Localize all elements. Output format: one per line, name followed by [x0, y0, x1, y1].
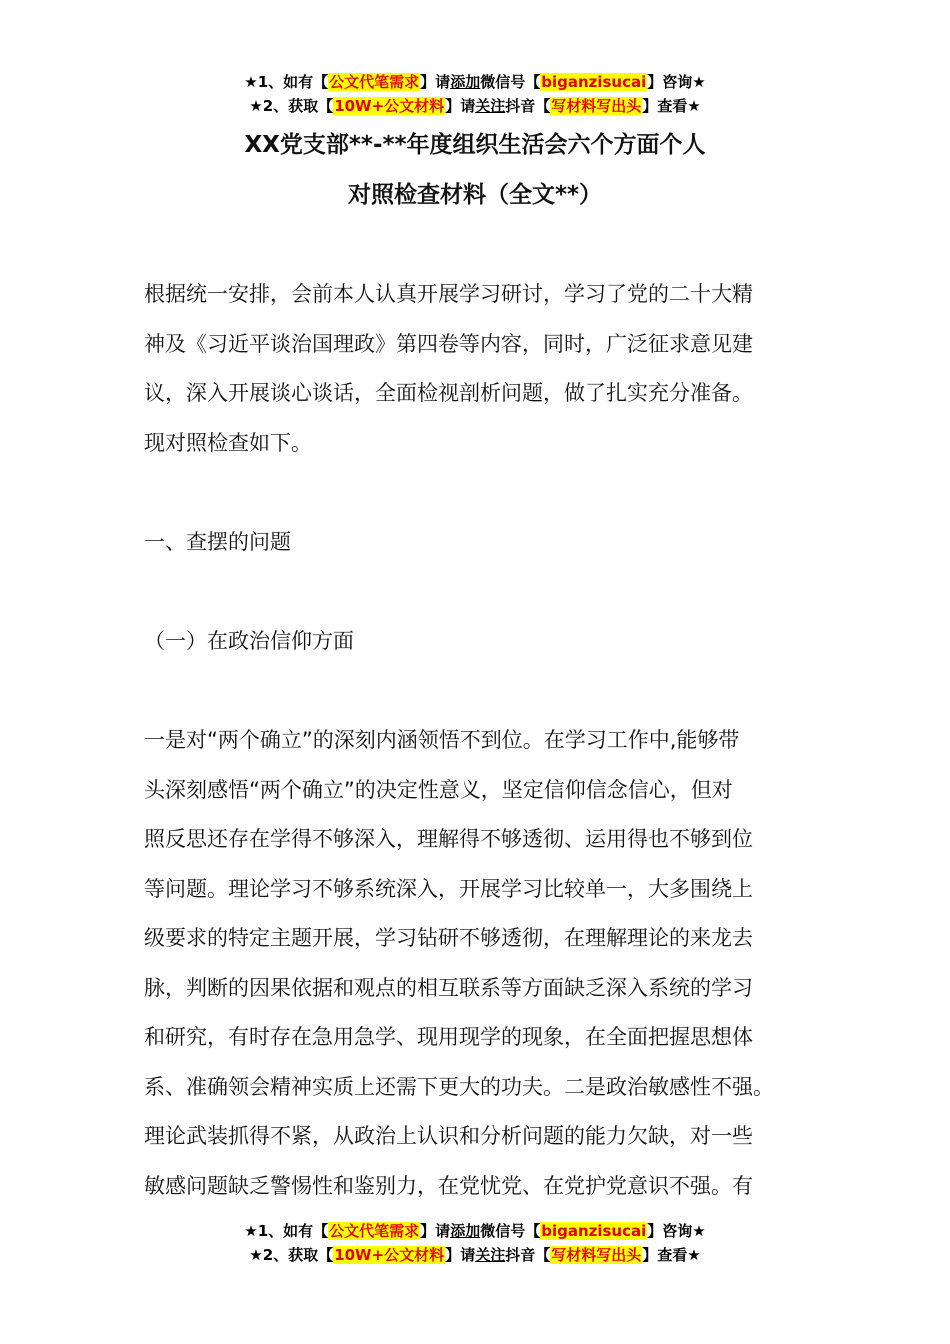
promo-text: ★2、获取【: [249, 1246, 334, 1264]
promo-underlined: 关注: [475, 97, 506, 115]
promo-highlight: 10W+公文材料: [334, 1246, 445, 1264]
promo-text: 】查看★: [642, 1246, 701, 1264]
promo-text: ★1、如有【: [244, 73, 329, 91]
promo-text: 】咨询★: [647, 73, 706, 91]
document-title-line-2: 对照检查材料（全文**）: [347, 182, 603, 208]
promo-highlight: 写材料写出头: [551, 1246, 642, 1264]
promo-underlined: 添加: [450, 73, 481, 91]
text-line: 照反思还存在学得不够深入，理解得不够透彻、运用得也不够到位: [144, 827, 753, 851]
promo-text: 微信号【: [480, 1222, 541, 1240]
promo-highlight: 公文代笔需求: [329, 1222, 420, 1240]
intro-paragraph: [144, 270, 824, 468]
promo-underlined: 关注: [475, 1246, 506, 1264]
document-title-line-1: XX党支部**-**年度组织生活会六个方面个人: [244, 132, 706, 158]
text-line: 和研究，有时存在急用急学、现用现学的现象，在全面把握思想体: [144, 1025, 753, 1049]
section-heading: [144, 518, 824, 568]
promo-wechat-id: biganzisucai: [541, 73, 647, 91]
promo-text: 抖音【: [505, 97, 551, 115]
promo-wechat-id: biganzisucai: [541, 1222, 647, 1240]
text-line: 理论武装抓得不紧，从政治上认识和分析问题的能力欠缺，对一些: [144, 1124, 753, 1148]
text-line: 脉，判断的因果依据和观点的相互联系等方面缺乏深入系统的学习: [144, 975, 753, 1000]
promo-text: 】请: [420, 1222, 451, 1240]
text-line: 神及《习近平谈治国理政》第四卷等内容，同时，广泛征求意见建: [144, 331, 753, 356]
text-line: 系、准确领会精神实质上还需下更大的功夫。二是政治敏感性不强。: [144, 1074, 774, 1099]
promo-line-2-top: [0, 94, 950, 118]
body-paragraph: [144, 716, 824, 1211]
text-line: 根据统一安排，会前本人认真开展学习研讨，学习了党的二十大精: [144, 282, 753, 306]
promo-text: 】请: [445, 97, 476, 115]
promo-line-1-bottom: [0, 1219, 950, 1243]
text-line: 等问题。理论学习不够系统深入，开展学习比较单一，大多围绕上: [144, 876, 753, 901]
text-line: 头深刻感悟“两个确立”的决定性意义，坚定信仰信念信心，但对: [144, 777, 733, 802]
promo-text: 】查看★: [642, 97, 701, 115]
promo-highlight: 公文代笔需求: [329, 73, 420, 91]
subsection-heading: [144, 617, 824, 667]
text-line: 一是对“两个确立”的深刻内涵领悟不到位。在学习工作中,能够带: [144, 728, 740, 752]
promo-underlined: 添加: [450, 1222, 481, 1240]
promo-text: ★2、获取【: [249, 97, 334, 115]
promo-text: ★1、如有【: [244, 1222, 329, 1240]
text-line: 现对照检查如下。: [144, 430, 312, 455]
promo-line-1-top: [0, 70, 950, 94]
promo-highlight: 写材料写出头: [551, 97, 642, 115]
promo-text: 】请: [445, 1246, 476, 1264]
section-heading-text: 一、查摆的问题: [144, 530, 291, 554]
promo-text: 】咨询★: [647, 1222, 706, 1240]
text-line: 敏感问题缺乏警惕性和鉴别力，在党忧党、在党护党意识不强。有: [144, 1173, 753, 1198]
promo-text: 】请: [420, 73, 451, 91]
promo-highlight: 10W+公文材料: [334, 97, 445, 115]
text-line: 议，深入开展谈心谈话，全面检视剖析问题，做了扎实充分准备。: [144, 381, 753, 405]
promo-text: 抖音【: [505, 1246, 551, 1264]
promo-line-2-bottom: [0, 1243, 950, 1267]
subsection-heading-text: （一）在政治信仰方面: [144, 629, 354, 653]
promo-text: 微信号【: [480, 73, 541, 91]
text-line: 级要求的特定主题开展，学习钻研不够透彻，在理解理论的来龙去: [144, 926, 753, 950]
